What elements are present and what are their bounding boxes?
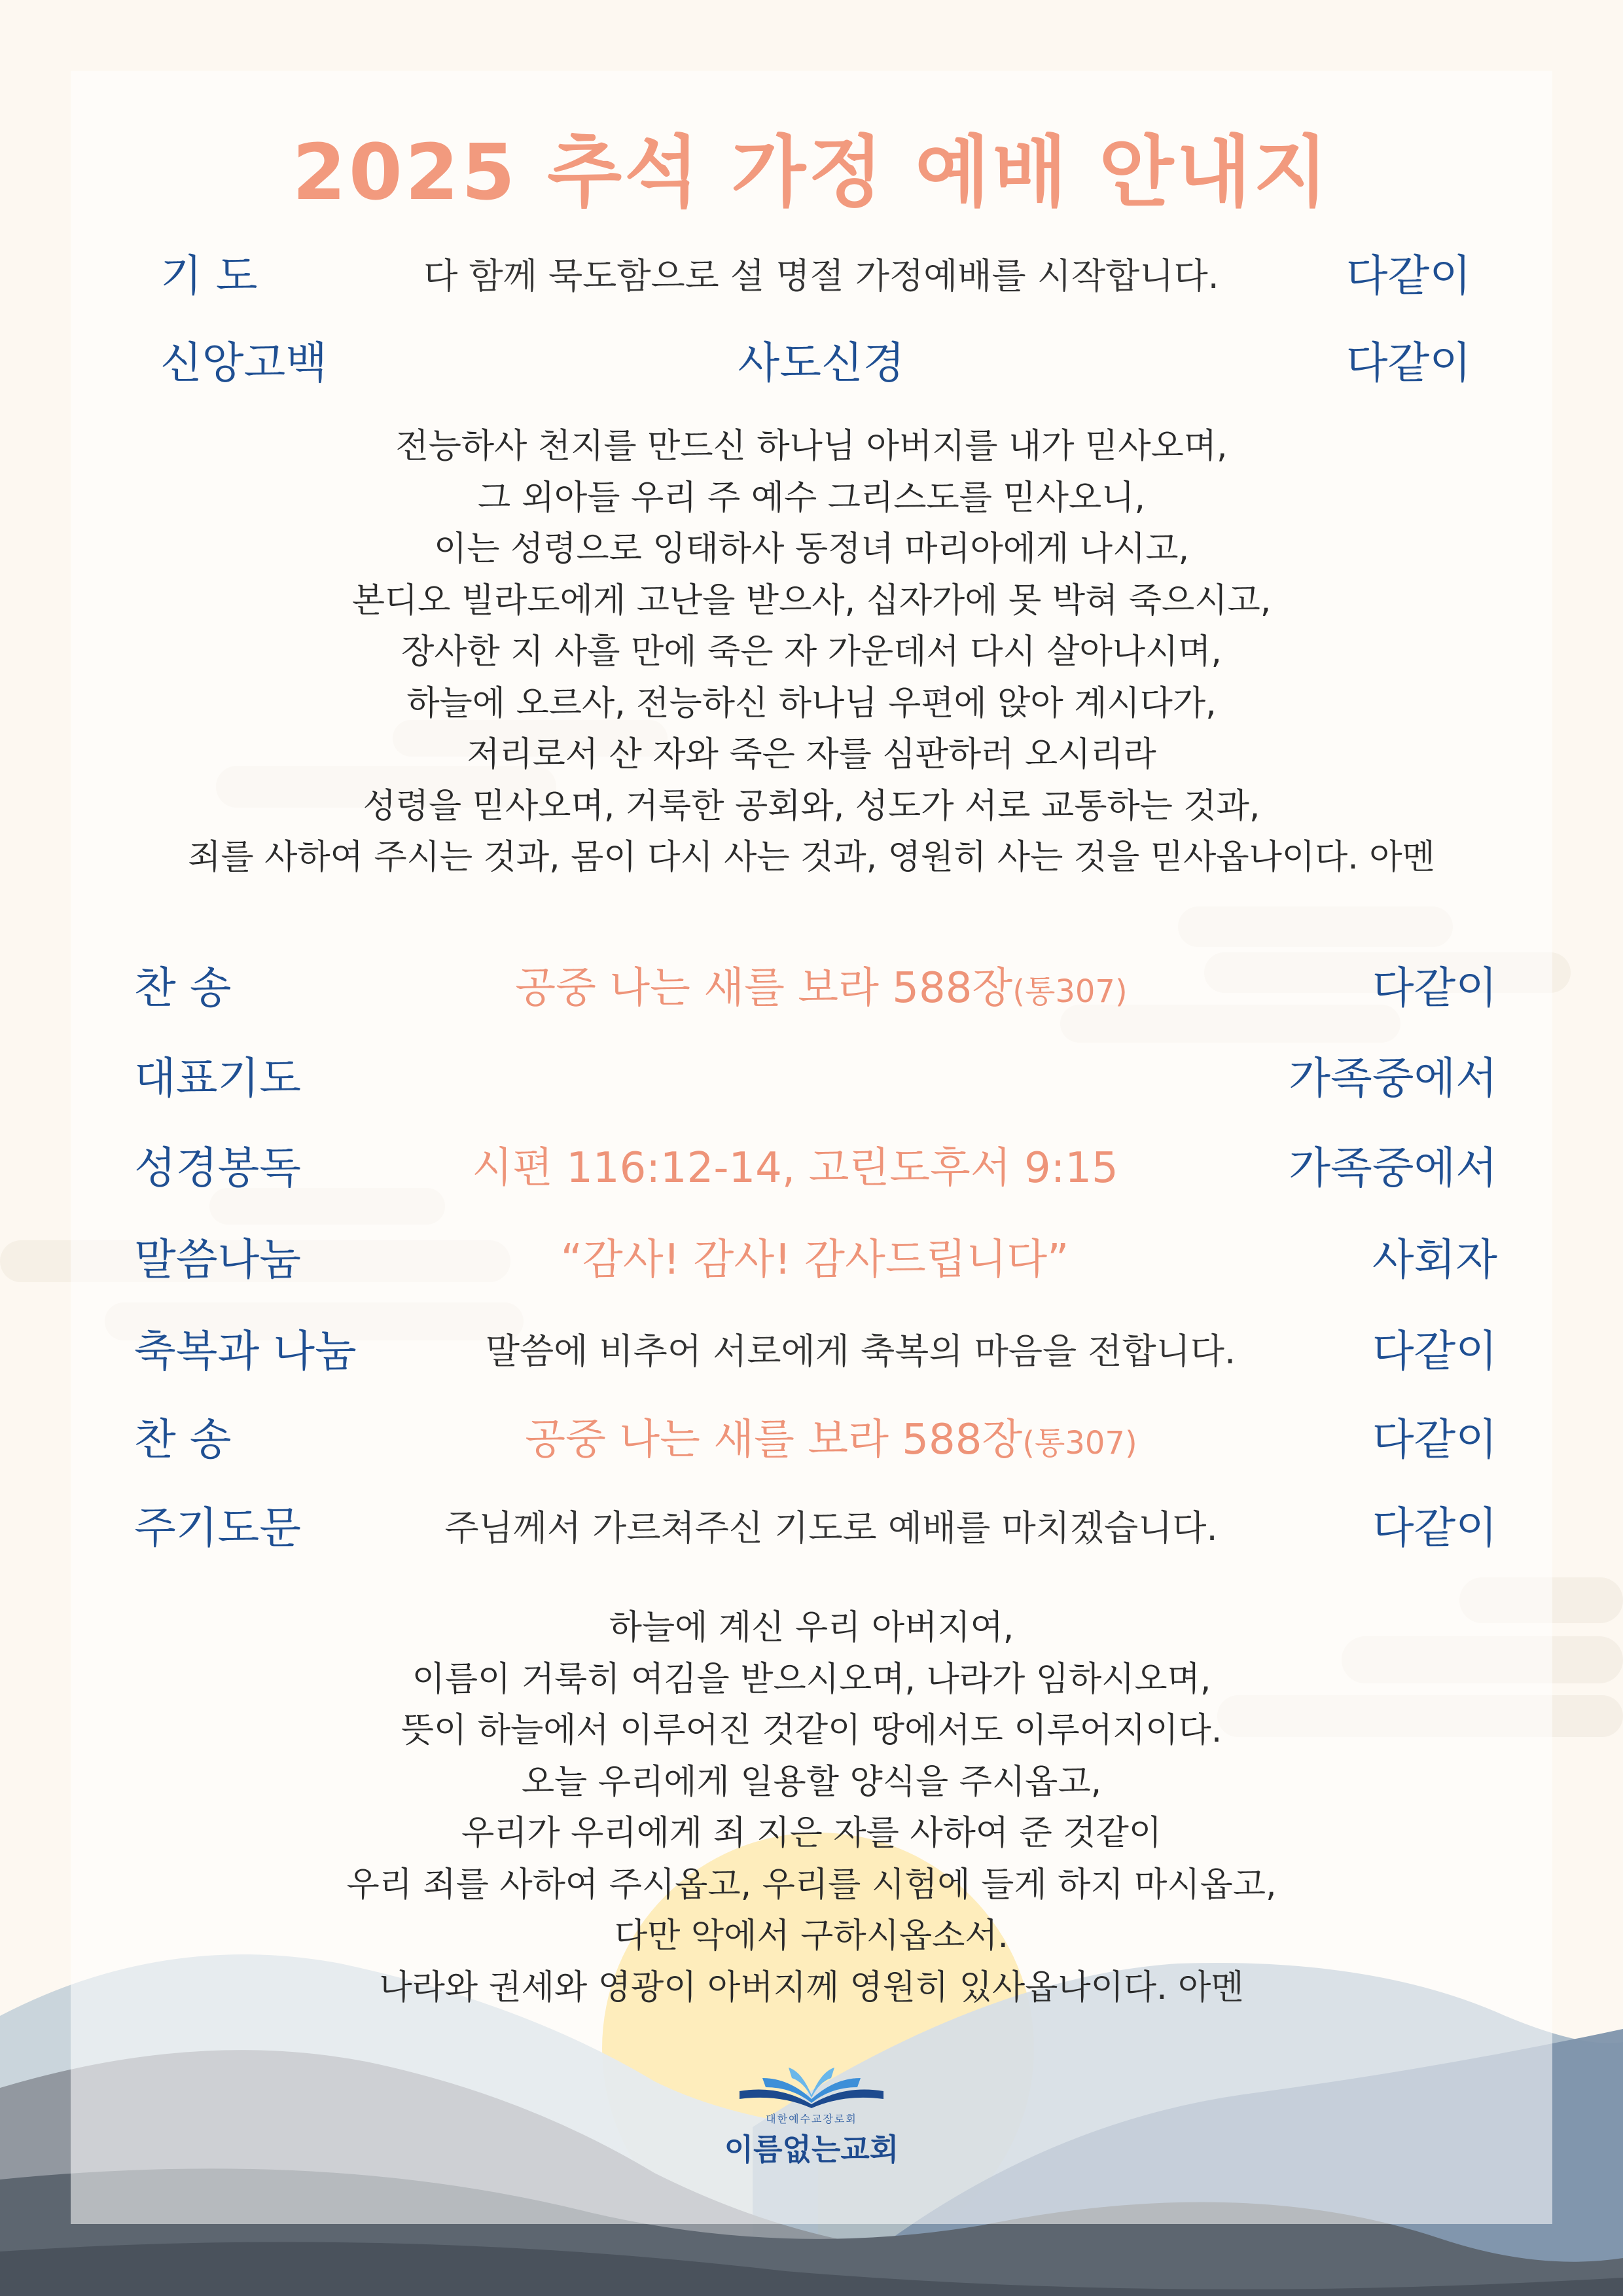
creed-line: 전능하사 천지를 만드신 하나님 아버지를 내가 믿사오며, bbox=[395, 427, 1228, 466]
order-text: 사도신경 bbox=[738, 338, 905, 388]
order-row-sermon bbox=[0, 1227, 1623, 1293]
order-label: 찬 송 bbox=[134, 1414, 232, 1465]
order-label: 성경봉독 bbox=[134, 1143, 302, 1193]
creed-line: 장사한 지 사흘 만에 죽은 자 가운데서 다시 살아나시며, bbox=[401, 632, 1222, 672]
order-who: 가족중에서 bbox=[1289, 1053, 1497, 1103]
hymn-title: 공중 나는 새를 보라 588장 bbox=[525, 1416, 1023, 1464]
order-label: 찬 송 bbox=[134, 963, 232, 1013]
prayer-line: 우리가 우리에게 죄 지은 자를 사하여 준 것같이 bbox=[461, 1814, 1162, 1853]
order-who: 다같이 bbox=[1346, 338, 1471, 388]
creed-line: 죄를 사하여 주시는 것과, 몸이 다시 사는 것과, 영원히 사는 것을 믿사옵나이다. 아멘 bbox=[188, 838, 1435, 877]
lords-prayer bbox=[0, 1602, 1623, 2013]
order-who: 다같이 bbox=[1372, 1326, 1497, 1376]
order-who: 가족중에서 bbox=[1289, 1143, 1497, 1193]
order-label: 기 도 bbox=[160, 251, 258, 301]
order-who: 다같이 bbox=[1372, 1414, 1497, 1465]
order-label: 말씀나눔 bbox=[134, 1234, 302, 1285]
order-text: 다 함께 묵도함으로 설 명절 가정예배를 시작합니다. bbox=[423, 255, 1219, 296]
prayer-line: 이름이 거룩히 여김을 받으시오며, 나라가 임하시오며, bbox=[412, 1659, 1211, 1699]
order-text: 주님께서 가르쳐주신 기도로 예배를 마치겠습니다. bbox=[444, 1507, 1218, 1549]
order-label: 대표기도 bbox=[134, 1053, 302, 1103]
logo-church-name: 이름없는교회 bbox=[724, 2132, 899, 2167]
prayer-line: 다만 악에서 구하시옵소서. bbox=[614, 1916, 1009, 1956]
prayer-line: 뜻이 하늘에서 이루어진 것같이 땅에서도 이루어지이다. bbox=[401, 1711, 1222, 1750]
prayer-line: 우리 죄를 사하여 주시옵고, 우리를 시험에 들게 하지 마시옵고, bbox=[346, 1865, 1277, 1905]
open-book-icon bbox=[726, 2065, 897, 2111]
prayer-line: 하늘에 계신 우리 아버지여, bbox=[609, 1608, 1014, 1647]
order-label: 축복과 나눔 bbox=[134, 1326, 357, 1376]
creed-line: 성령을 믿사오며, 거룩한 공회와, 성도가 서로 교통하는 것과, bbox=[363, 786, 1260, 826]
church-logo bbox=[681, 2072, 942, 2167]
sermon-title: “감사! 감사! 감사드립니다” bbox=[560, 1236, 1069, 1284]
logo-denomination: 대한예수교장로회 bbox=[766, 2113, 857, 2125]
apostles-creed bbox=[0, 421, 1623, 884]
prayer-line: 오늘 우리에게 일용할 양식을 주시옵고, bbox=[521, 1762, 1102, 1802]
order-text bbox=[353, 956, 1289, 1024]
order-row-scripture bbox=[0, 1136, 1623, 1201]
order-text: 말씀에 비추어 서로에게 축복의 마음을 전합니다. bbox=[485, 1331, 1236, 1372]
order-label: 주기도문 bbox=[134, 1503, 302, 1553]
hymn-old-number: (통307) bbox=[1022, 1425, 1137, 1462]
order-who: 다같이 bbox=[1346, 251, 1471, 301]
order-label: 신앙고백 bbox=[160, 338, 328, 388]
order-row-lords-prayer bbox=[0, 1496, 1623, 1561]
creed-line: 본디오 빌라도에게 고난을 받으사, 십자가에 못 박혀 죽으시고, bbox=[351, 581, 1272, 620]
hymn-title: 공중 나는 새를 보라 588장 bbox=[515, 964, 1013, 1013]
page-title: 2025 추석 가정 예배 안내지 bbox=[292, 127, 1331, 217]
scripture-reference: 시편 116:12-14, 고린도후서 9:15 bbox=[472, 1144, 1118, 1193]
order-row-blessing bbox=[0, 1319, 1623, 1384]
creed-line: 저리로서 산 자와 죽은 자를 심판하러 오시리라 bbox=[467, 735, 1156, 774]
order-who: 다같이 bbox=[1372, 1503, 1497, 1553]
creed-line: 그 외아들 우리 주 예수 그리스도를 믿사오니, bbox=[478, 478, 1145, 518]
order-text bbox=[363, 1407, 1299, 1476]
order-row-prayer bbox=[0, 243, 1623, 309]
hymn-old-number: (통307) bbox=[1012, 973, 1128, 1010]
creed-line: 이는 성령으로 잉태하사 동정녀 마리아에게 나시고, bbox=[433, 529, 1190, 569]
prayer-line: 나라와 권세와 영광이 아버지께 영원히 있사옵나이다. 아멘 bbox=[379, 1967, 1244, 2007]
order-row-hymn-2 bbox=[0, 1407, 1623, 1473]
order-who: 다같이 bbox=[1372, 963, 1497, 1013]
order-row-representative-prayer bbox=[0, 1046, 1623, 1111]
order-row-hymn-1 bbox=[0, 956, 1623, 1021]
order-row-creed bbox=[0, 331, 1623, 396]
order-who: 사회자 bbox=[1372, 1234, 1497, 1285]
creed-line: 하늘에 오르사, 전능하신 하나님 우편에 앉아 계시다가, bbox=[406, 683, 1217, 723]
